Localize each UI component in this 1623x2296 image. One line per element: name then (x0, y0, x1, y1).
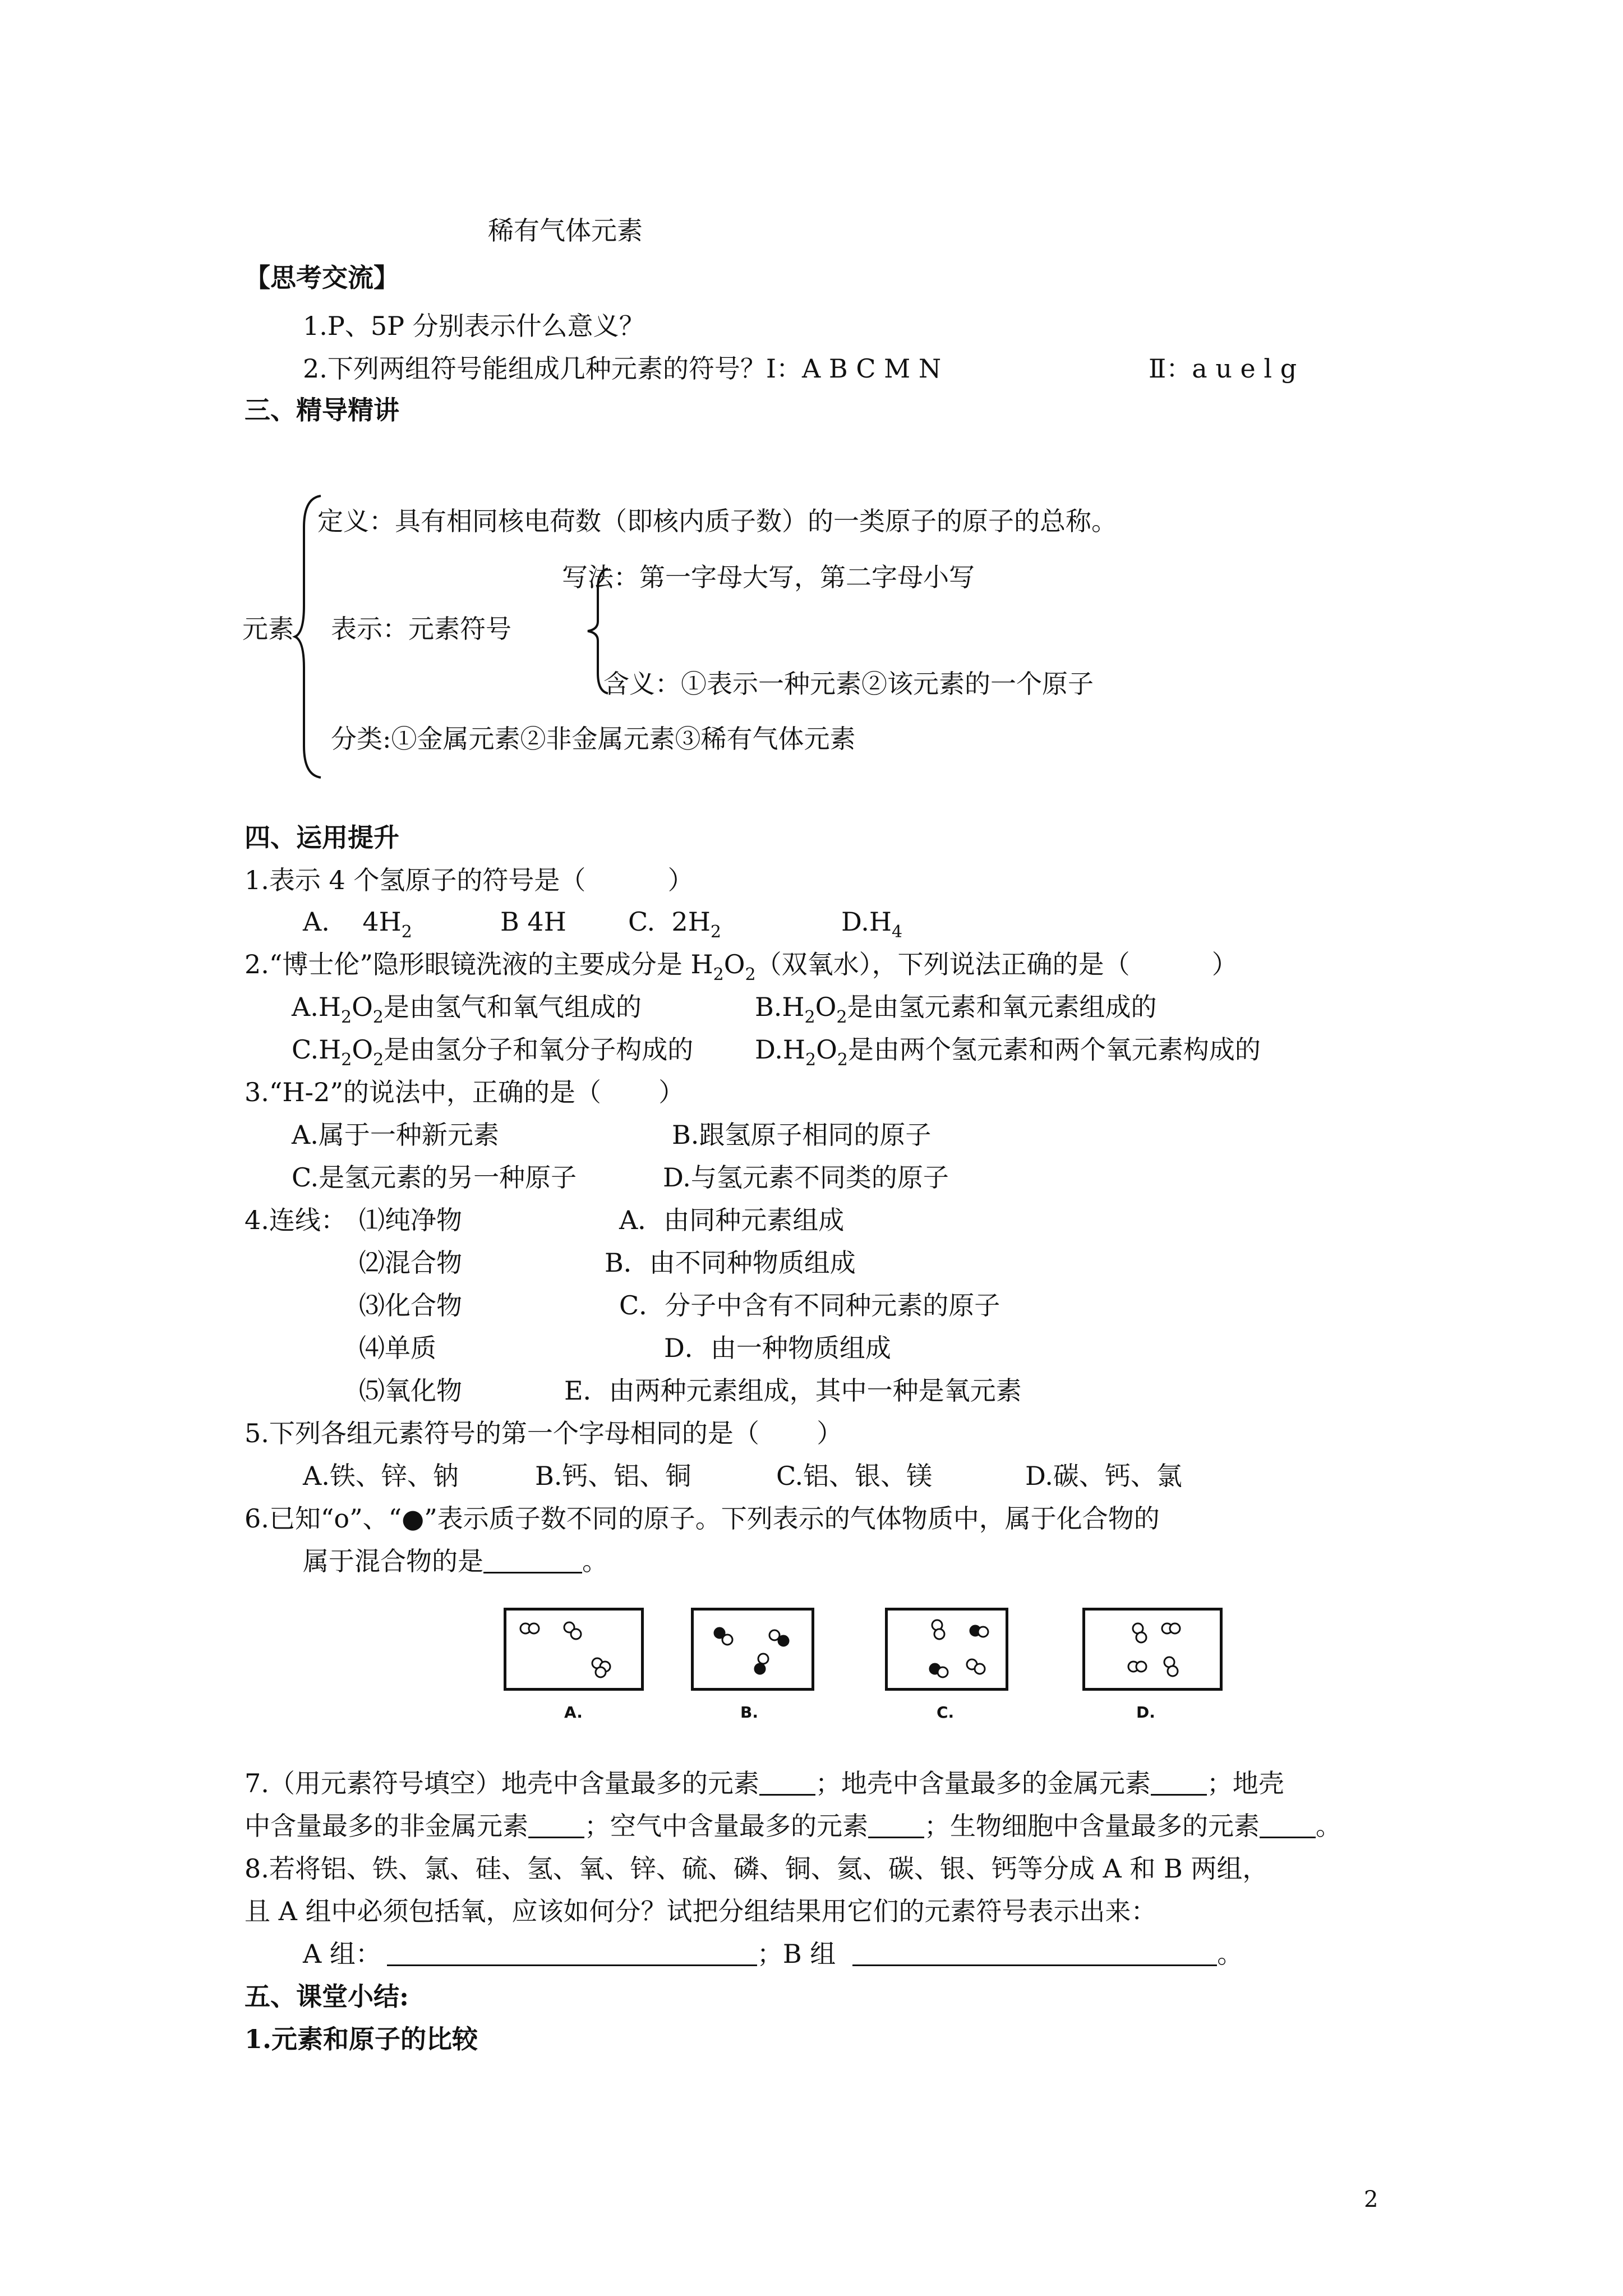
question-2-option-d: $D.H_2O_2$是由两个氢元素和两个氧元素构成的 (755, 1034, 1261, 1070)
molecule-pattern-d (1085, 1611, 1220, 1688)
question-4-prefix: 4.连线： (245, 1205, 347, 1235)
molecule-pattern-c (888, 1611, 1006, 1688)
group-b-answer-blank (852, 1942, 1217, 1966)
group-a-answer-blank (387, 1942, 757, 1966)
diagram-box-c (885, 1608, 1008, 1691)
match-right-a: A．由同种元素组成 (619, 1205, 845, 1235)
concept-map-brace (292, 494, 325, 780)
question-3-option-c: C.是氢元素的另一种原子 (292, 1162, 577, 1193)
think-question-2: 2.下列两组符号能组成几种元素的符号？Ⅰ：A B C M N (303, 353, 942, 384)
question-1-option-a: A. $4H_2$ (303, 907, 412, 942)
section-3-heading: 三、精导精讲 (245, 395, 399, 425)
diagram-box-b (691, 1608, 814, 1691)
question-3-option-b: B.跟氢原子相同的原子 (672, 1120, 932, 1150)
question-1-option-c: C. $2H_2$ (628, 907, 721, 942)
match-left-5: ⑸氧化物 (359, 1375, 462, 1406)
section-4-heading: 四、运用提升 (245, 822, 399, 853)
question-8-line-2: 且 A 组中必须包括氧，应该如何分？试把分组结果用它们的元素符号表示出来： (245, 1896, 1157, 1926)
top-line: 稀有气体元素 (488, 215, 643, 246)
question-2: 2.“博士伦”隐形眼镜洗液的主要成分是 $H_2O_2$（双氧水），下列说法正确的是（ ） (245, 949, 1238, 984)
question-7-line-1: 7.（用元素符号填空）地壳中含量最多的元素 ；地壳中含量最多的金属元素 ；地壳 (245, 1768, 1284, 1798)
match-left-3: ⑶化合物 (359, 1290, 462, 1320)
match-left-4: ⑷单质 (359, 1333, 436, 1363)
question-3-option-d: D.与氢元素不同类的原子 (663, 1162, 949, 1193)
molecule-pattern-a (506, 1611, 641, 1688)
question-2-option-b: $B.H_2O_2$是由氢元素和氧元素组成的 (755, 992, 1157, 1027)
summary-item-1: 1.元素和原子的比较 (245, 2024, 478, 2054)
question-2-option-c: $C.H_2O_2$是由氢分子和氧分子构成的 (292, 1034, 694, 1070)
question-3-option-a: A.属于一种新元素 (292, 1120, 499, 1150)
question-2-option-a: $A.H_2O_2$是由氢气和氧气组成的 (292, 992, 642, 1027)
diagram-box-d (1082, 1608, 1223, 1691)
question-5-option-b: B.钙、铝、铜 (535, 1461, 691, 1491)
symbol-meaning: 含义：①表示一种元素②该元素的一个原子 (603, 669, 1094, 699)
question-6-line-1: 6.已知“o”、“●”表示质子数不同的原子。下列表示的气体物质中，属于化合物的 (245, 1503, 1160, 1534)
match-left-2: ⑵混合物 (359, 1248, 462, 1278)
diagram-label-d: D. (1136, 1703, 1155, 1722)
question-8-answer-line: A 组： ；B 组 。 (303, 1939, 1243, 1969)
question-5: 5.下列各组元素符号的第一个字母相同的是（ ） (245, 1418, 843, 1448)
blank-most-abundant-crust-nonmetal (528, 1814, 584, 1838)
diagram-label-a: A. (564, 1703, 583, 1722)
think-question-2-group-2: Ⅱ：a u e l g (1149, 353, 1297, 384)
question-7-line-2: 中含量最多的非金属元素 ；空气中含量最多的元素 ；生物细胞中含量最多的元素 。 (245, 1811, 1341, 1841)
element-representation: 表示：元素符号 (331, 614, 511, 644)
molecule-pattern-b (694, 1611, 811, 1688)
concept-root: 元素 (242, 614, 294, 644)
element-classification: 分类:①金属元素②非金属元素③稀有气体元素 (331, 724, 856, 754)
diagram-label-b: B. (740, 1703, 758, 1722)
blank-most-abundant-air-element (868, 1814, 924, 1838)
element-definition: 定义：具有相同核电荷数（即核内质子数）的一类原子的原子的总称。 (317, 506, 1117, 536)
match-right-c: C．分子中含有不同种元素的原子 (619, 1290, 1000, 1320)
question-1-option-d: $D.H_4$ (841, 907, 903, 942)
match-right-b: B．由不同种物质组成 (605, 1248, 856, 1278)
match-right-d: D．由一种物质组成 (664, 1333, 891, 1363)
question-5-option-c: C.铝、银、镁 (776, 1461, 933, 1491)
match-right-e: E．由两种元素组成，其中一种是氧元素 (564, 1375, 1022, 1406)
blank-most-abundant-crust-element (759, 1772, 815, 1796)
question-1: 1.表示 4 个氢原子的符号是（ ） (245, 865, 694, 895)
question-5-option-d: D.碳、钙、氯 (1025, 1461, 1182, 1491)
symbol-writing-rule: 写法：第一字母大写，第二字母小写 (562, 562, 975, 592)
diagram-box-a (504, 1608, 644, 1691)
match-left-1: ⑴纯净物 (359, 1205, 462, 1235)
question-5-option-a: A.铁、锌、钠 (303, 1461, 459, 1491)
think-heading: 【思考交流】 (245, 263, 399, 293)
question-6-line-2: 属于混合物的是 。 (303, 1546, 608, 1576)
blank-most-abundant-crust-metal (1151, 1772, 1207, 1796)
question-1-option-b: B 4H (500, 907, 566, 937)
think-question-1: 1.P、5P 分别表示什么意义？ (303, 311, 645, 341)
question-8-line-1: 8.若将铝、铁、氯、硅、氢、氧、锌、硫、磷、铜、氦、碳、银、钙等分成 A 和 B 两组， (245, 1853, 1269, 1884)
blank-most-abundant-cell-element (1260, 1814, 1316, 1838)
question-3: 3.“H-2”的说法中，正确的是（ ） (245, 1077, 685, 1107)
page-number: 2 (1364, 2187, 1378, 2212)
section-5-heading: 五、课堂小结: (245, 1981, 409, 2012)
mixture-answer-blank (483, 1549, 582, 1573)
diagram-label-c: C. (937, 1703, 955, 1722)
